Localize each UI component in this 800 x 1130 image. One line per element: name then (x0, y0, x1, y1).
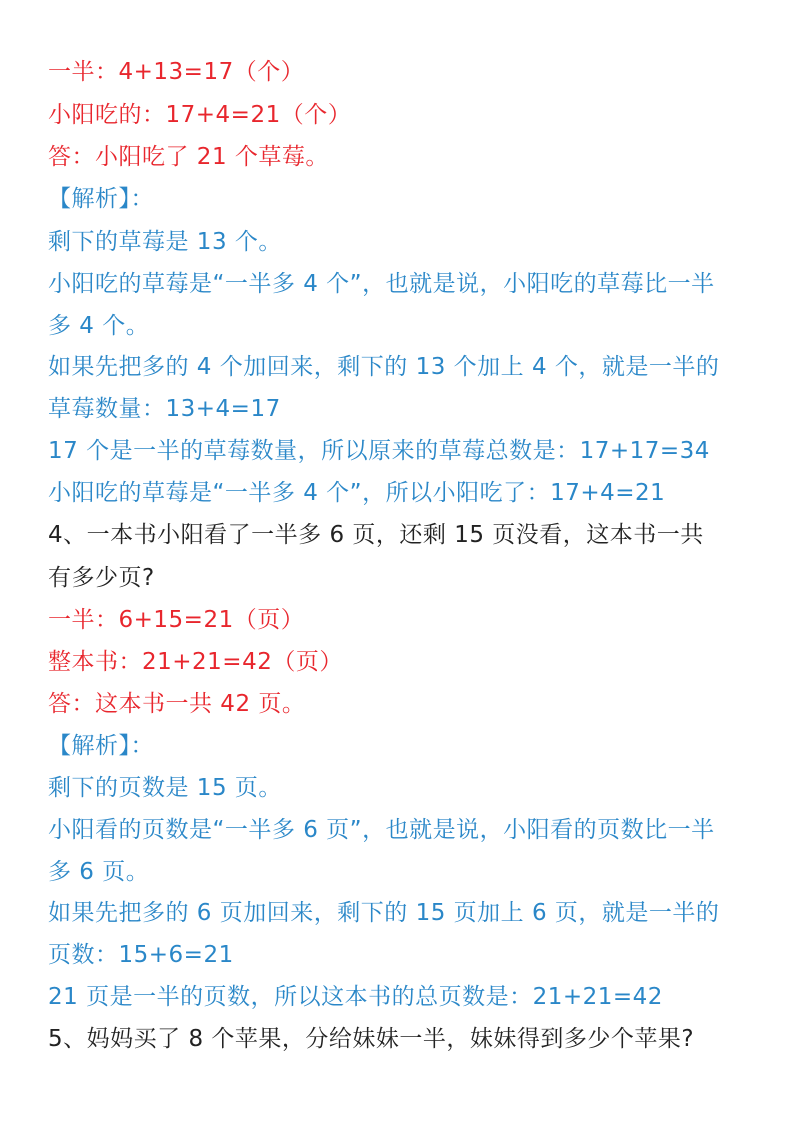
analysis-line: 多 4 个。 (48, 313, 150, 339)
question-5-line: 5、妈妈买了 8 个苹果，分给妹妹一半，妹妹得到多少个苹果? (48, 1026, 695, 1052)
analysis-heading: 【解析】： (48, 186, 154, 212)
analysis-heading: 【解析】： (48, 733, 154, 759)
analysis-line: 17 个是一半的草莓数量，所以原来的草莓总数是：17+17=34 (48, 438, 710, 464)
question-4-line: 4、一本书小阳看了一半多 6 页，还剩 15 页没看，这本书一共 (48, 522, 704, 548)
answer-line-whole-book: 整本书：21+21=42（页） (48, 649, 343, 675)
analysis-line: 多 6 页。 (48, 859, 150, 885)
analysis-line: 如果先把多的 4 个加回来，剩下的 13 个加上 4 个，就是一半的 (48, 354, 720, 380)
analysis-line: 如果先把多的 6 页加回来，剩下的 15 页加上 6 页，就是一半的 (48, 900, 720, 926)
analysis-line: 草莓数量：13+4=17 (48, 396, 281, 422)
analysis-line: 剩下的草莓是 13 个。 (48, 229, 282, 255)
answer-line-final-pages: 答：这本书一共 42 页。 (48, 691, 306, 717)
answer-line-final-strawberries: 答：小阳吃了 21 个草莓。 (48, 144, 329, 170)
analysis-line: 剩下的页数是 15 页。 (48, 775, 282, 801)
analysis-line: 小阳吃的草莓是“一半多 4 个”，所以小阳吃了：17+4=21 (48, 480, 666, 506)
answer-line-eaten-strawberries: 小阳吃的：17+4=21（个） (48, 102, 352, 128)
analysis-line: 21 页是一半的页数，所以这本书的总页数是：21+21=42 (48, 984, 663, 1010)
question-4-line: 有多少页? (48, 565, 155, 591)
analysis-line: 页数：15+6=21 (48, 942, 234, 968)
answer-line-half-pages: 一半：6+15=21（页） (48, 607, 305, 633)
analysis-line: 小阳吃的草莓是“一半多 4 个”，也就是说，小阳吃的草莓比一半 (48, 271, 715, 297)
answer-line-half-strawberries: 一半：4+13=17（个） (48, 59, 305, 85)
analysis-line: 小阳看的页数是“一半多 6 页”，也就是说，小阳看的页数比一半 (48, 817, 715, 843)
